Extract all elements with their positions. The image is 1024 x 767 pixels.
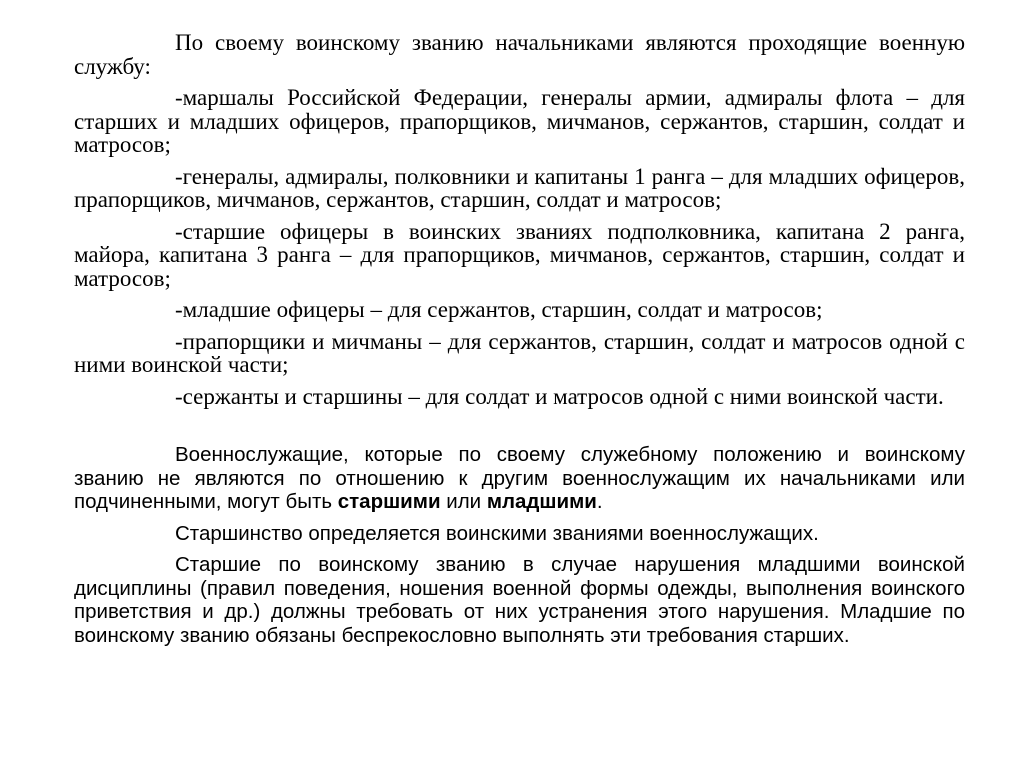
- superiors-intro-paragraph: По своему воинскому званию начальниками являются проходящие военную службу:: [74, 30, 965, 79]
- conjunction-text: или: [440, 490, 487, 513]
- list-item-marshals: -маршалы Российской Федерации, генералы армии, адмиралы флота – для старших и младших офицеров, прапорщиков, мичманов, сержантов, старшин, солдат и матросов;: [74, 85, 965, 157]
- list-item-senior-officers: -старшие офицеры в воинских званиях подполковника, капитана 2 ранга, майора, капитана 3 ранга – для прапорщиков, мичманов, сержантов, старшин, солдат и матросов;: [74, 218, 965, 291]
- seniority-intro-text: Военнослужащие, которые по своему служебному положению и воинскому званию не являются по отношению к другим военнослужащим их начальниками или подчиненными, могут быть: [74, 443, 965, 513]
- term-junior: младшими: [486, 490, 597, 513]
- list-item-sergeants: -сержанты и старшины – для солдат и матросов одной с ними воинской части.: [175, 383, 944, 409]
- seniority-duty-paragraph: Старшие по воинскому званию в случае нарушения младшими воинской дисциплины (правил поведения, ношения военной формы одежды, выполнения воинского приветствия и др.) должны требовать от них устранения этого нарушения. Младшие по воинскому званию обязаны беспрекословно выполнять эти требования старших.: [74, 553, 965, 647]
- list-item-generals: -генералы, адмиралы, полковники и капитаны 1 ранга – для младших офицеров, прапорщиков, мичманов, сержантов, старшин, солдат и матросов;: [74, 163, 965, 212]
- slide-content: [74, 31, 965, 655]
- term-senior: старшими: [337, 490, 441, 513]
- seniority-definition-paragraph: [74, 443, 965, 514]
- list-item-warrant-officers: -прапорщики и мичманы – для сержантов, старшин, солдат и матросов одной с ними воинской части;: [74, 328, 965, 377]
- seniority-section: [74, 443, 965, 647]
- section-spacer: [74, 416, 965, 443]
- sentence-end: .: [596, 490, 603, 513]
- seniority-rank-paragraph: Старшинство определяется воинскими званиями военнослужащих.: [175, 521, 819, 545]
- list-item-junior-officers: -младшие офицеры – для сержантов, старшин, солдат и матросов;: [175, 297, 823, 322]
- superiors-by-rank-section: [74, 31, 965, 408]
